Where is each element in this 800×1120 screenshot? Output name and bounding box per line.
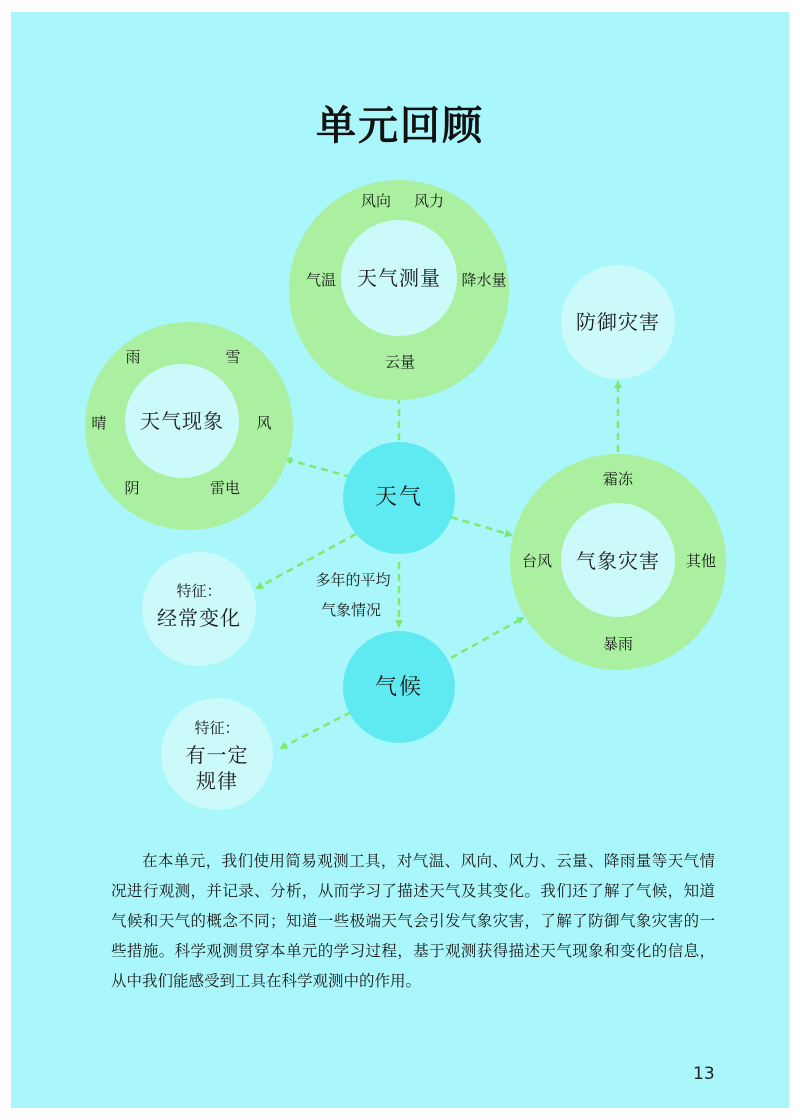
disasters-item-rainstorm: 暴雨 <box>602 635 634 653</box>
climate-hub-label: 气候 <box>374 674 424 700</box>
climate-feature-line2: 规律 <box>196 769 238 793</box>
phenomena-label: 天气现象 <box>140 409 224 433</box>
weather-feature-text: 经常变化 <box>157 606 241 630</box>
arrow-label-line2: 气象情况 <box>320 601 382 619</box>
measurement-item-temperature: 气温 <box>305 271 337 289</box>
disasters-label: 气象灾害 <box>576 549 660 573</box>
phenomena-item-rain: 雨 <box>125 348 141 366</box>
concept-map <box>11 12 789 832</box>
phenomena-item-overcast: 阴 <box>124 479 140 497</box>
measurement-item-wind-force: 风力 <box>413 192 445 210</box>
climate-feature <box>186 719 249 793</box>
prevention-label: 防御灾害 <box>576 310 660 334</box>
page-number: 13 <box>693 1064 715 1084</box>
page <box>11 12 789 1108</box>
measurement-item-precipitation: 降水量 <box>461 271 507 289</box>
phenomena-item-thunder: 雷电 <box>209 479 241 497</box>
arrow-climate-to-disasters <box>451 618 523 658</box>
disasters-item-typhoon: 台风 <box>521 552 553 570</box>
climate-feature-title: 特征： <box>194 719 240 737</box>
summary-text: 在本单元，我们使用简易观测工具，对气温、风向、风力、云量、降雨量等天气情况进行观测，并记录、分析，从而学习了描述天气及其变化。我们还了解了气候，知道气候和天气的概念不同；知道一些极端天气会引发气象灾害，了解了防御气象灾害的一些措施。科学观测贯穿本单元的学习过程，基于观测获得描述天气现象和变化的信息，从中我们能感受到工具在科学观测中的作用。 <box>111 852 715 990</box>
disasters-item-frost: 霜冻 <box>602 470 634 488</box>
disasters-item-other: 其他 <box>685 552 717 570</box>
climate-feature-line1: 有一定 <box>185 743 249 767</box>
weather-feature-title: 特征： <box>176 582 222 600</box>
phenomena-item-snow: 雪 <box>225 348 241 366</box>
phenomena-item-sunny: 晴 <box>91 414 107 432</box>
arrow-weather-to-disasters <box>451 517 511 535</box>
weather-feature <box>157 582 241 630</box>
page-title: 单元回顾 <box>316 103 484 149</box>
arrow-weather-to-phenomena <box>286 459 351 477</box>
measurement-label: 天气测量 <box>357 266 441 290</box>
weather-hub-label: 天气 <box>374 484 424 510</box>
measurement-item-wind-direction: 风向 <box>360 192 392 210</box>
arrow-climate-to-feature <box>281 712 351 748</box>
summary-paragraph <box>111 846 715 996</box>
measurement-item-cloud: 云量 <box>384 353 416 371</box>
phenomena-item-wind: 风 <box>256 414 272 432</box>
arrow-label-line1: 多年的平均 <box>315 571 391 589</box>
